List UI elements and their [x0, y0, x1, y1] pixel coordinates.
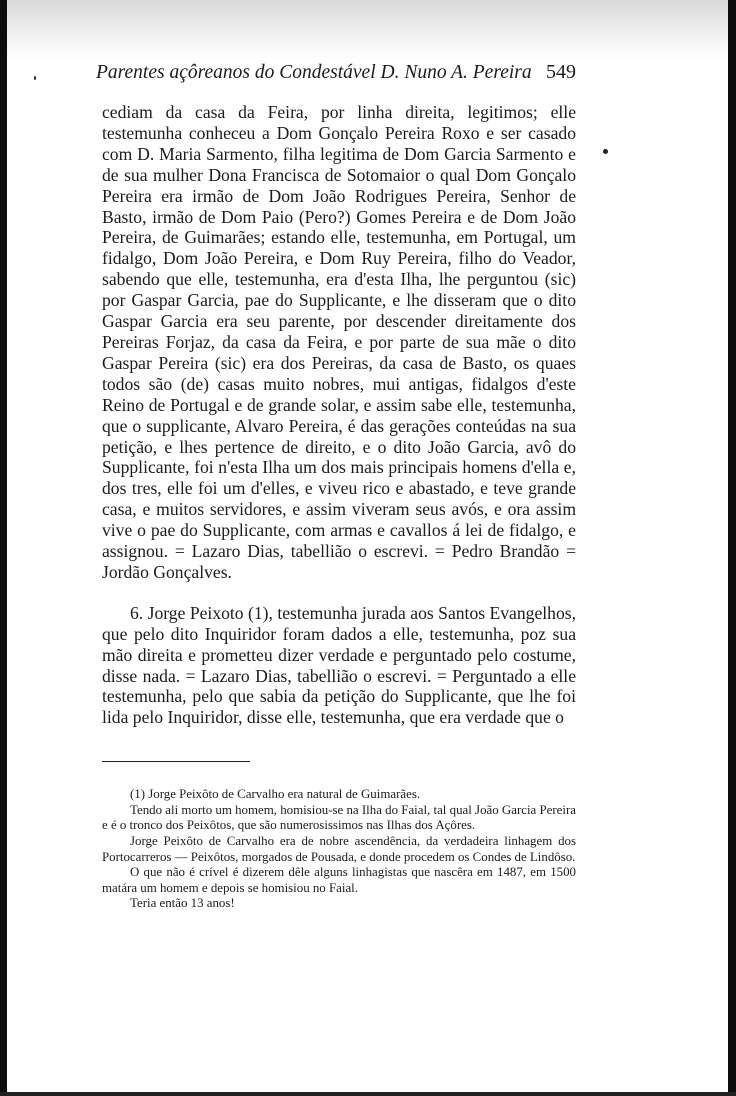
footnote: O que não é crível é dizerem dêle alguns linhagistas que nascêra em 1487, em 1500 matára um homem e depois se homisiou no Faial.	[102, 865, 576, 895]
footnote: (1) Jorge Peixôto de Carvalho era natural de Guimarães.	[130, 787, 421, 802]
scan-shadow	[7, 0, 728, 60]
scan-border-bottom	[0, 1092, 736, 1096]
scan-border-left	[0, 0, 7, 1096]
footnote: Teria então 13 anos!	[130, 896, 235, 911]
footnote: Tendo ali morto um homem, homisiou-se na Ilha do Faial, tal qual João Garcia Pereira e é o tronco dos Peixôtos, que são numerosissimos nas Ilhas dos Açôres.	[102, 802, 576, 833]
book-page	[96, 60, 576, 912]
scan-border-right	[728, 0, 736, 1096]
page-number: 549	[546, 61, 576, 83]
ink-speck	[603, 149, 608, 154]
running-head-title: Parentes açôreanos do Condestável D. Nuno A. Pereira	[96, 62, 532, 83]
paragraph: 6. Jorge Peixoto (1), testemunha jurada aos Santos Evangelhos, que pelo dito Inquiridor foram dados a elle, testemunha, poz sua mão direita e prometteu dizer verdade e perguntado pelo costume, disse nada. = Lazaro Dias, tabellião o escrevi. = Perguntado a elle testemunha, pelo que sabia da petição do Supplicante, que lhe foi lida pelo Inquiridor, disse elle, testemunha, que era verdade que o	[102, 602, 576, 728]
footnote-separator	[102, 761, 250, 762]
footnotes	[102, 787, 576, 912]
paragraph: cediam da casa da Feira, por linha direita, legitimos; elle testemunha conheceu a Dom Gonçalo Pereira Roxo e ser casado com D. Maria Sarmento, filha legitima de Dom Garcia Sarmento e de sua mulher Dona Francisca de Sotomaior o qual Dom Gonçalo Pereira era irmão de Dom João Rodrigues Pereira, Senhor de Basto, irmão de Dom Paio (Pero?) Gomes Pereira e de Dom João Pereira, de Guimarães; estando elle, testemunha, em Portugal, um fidalgo, Dom João Pereira, e Dom Ruy Pereira, filho do Veador, sabendo que elle, testemunha, era d'esta Ilha, lhe perguntou (sic) por Gaspar Garcia, pae do Supplicante, e lhe disseram que o dito Gaspar Garcia era seu parente, por descender direitamente dos Pereiras Forjaz, da casa da Feira, e por parte de sua mãe o dito Gaspar Pereira (sic) era dos Pereiras, da casa de Basto, os quaes todos são (de) casas muito nobres, mui antigas, fidalgos d'este Reino de Portugal e de grande solar, e assim sabe elle, testemunha, que o supplicante, Alvaro Pereira, é das gerações conteúdas na sua petição, e lhes pertence de direito, e o dito João Garcia, avô do Supplicante, foi n'esta Ilha um dos mais principais homens d'ella e, dos tres, elle foi um d'elles, e viveu rico e abastado, e teve grande casa, e muitos servidores, e assim viveram seus avós, e ora assim vive o pae do Supplicante, com armas e cavallos á lei de fidalgo, e assignou. = Lazaro Dias, tabellião o escrevi. = Pedro Brandão = Jordão Gonçalves.	[102, 102, 576, 582]
main-text	[102, 102, 576, 728]
ink-speck	[34, 76, 36, 80]
footnote: Jorge Peixôto de Carvalho era de nobre ascendência, da verdadeira linhagem dos Portocarreros — Peixôtos, morgados de Pousada, e donde procedem os Condes de Lindôso.	[102, 834, 576, 864]
running-head	[96, 60, 576, 85]
